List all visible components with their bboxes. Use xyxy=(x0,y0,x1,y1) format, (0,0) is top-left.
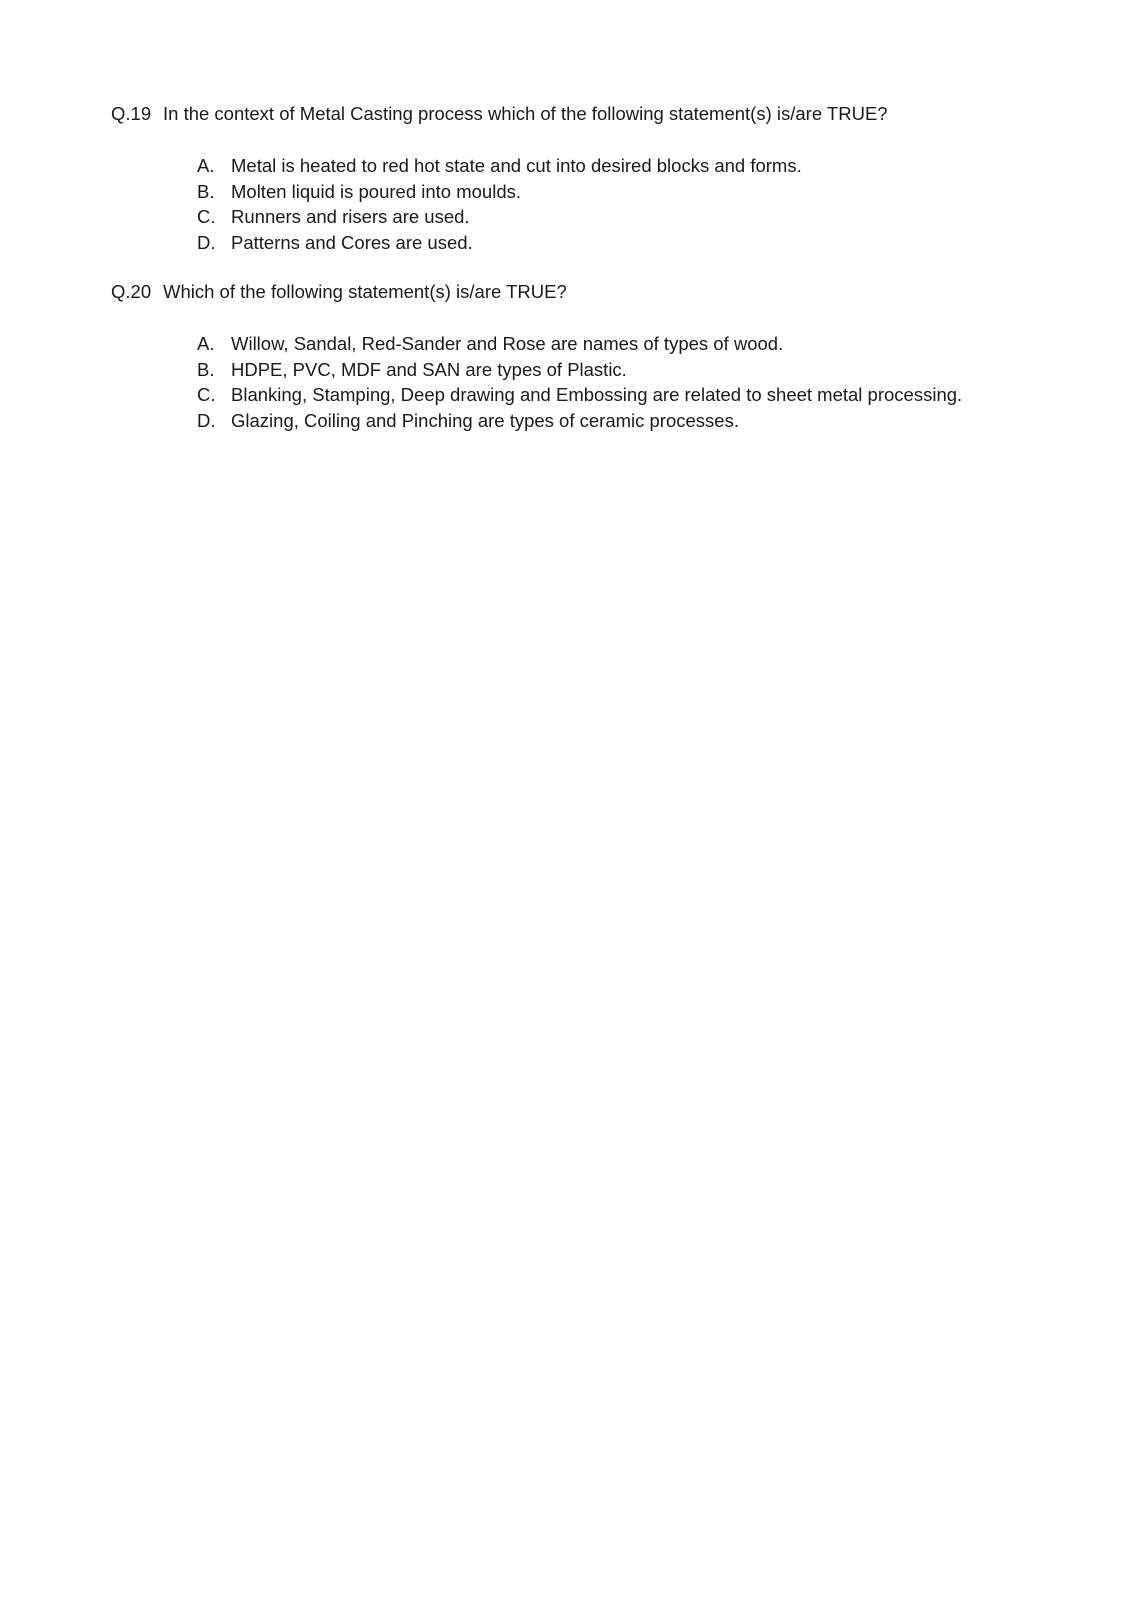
question-text: Which of the following statement(s) is/are TRUE? xyxy=(163,281,567,302)
option-list xyxy=(111,153,1071,255)
question-number: Q.19 xyxy=(111,103,152,124)
option-letter: A. xyxy=(197,155,215,176)
option-letter: B. xyxy=(197,180,215,202)
option-letter: C. xyxy=(197,384,216,405)
option-d xyxy=(197,408,1071,434)
option-text: HDPE, PVC, MDF and SAN are types of Plastic. xyxy=(231,358,627,380)
question-number: Q.20 xyxy=(111,281,152,302)
option-letter: D. xyxy=(197,231,216,253)
question-stem xyxy=(111,281,1071,303)
option-text: Molten liquid is poured into moulds. xyxy=(231,180,521,202)
option-text: Runners and risers are used. xyxy=(231,206,470,227)
question-19 xyxy=(111,103,1071,255)
question-text: In the context of Metal Casting process which of the following statement(s) is/are TRUE? xyxy=(163,103,888,124)
option-letter: A. xyxy=(197,333,215,354)
option-c xyxy=(197,204,1071,230)
option-text: Patterns and Cores are used. xyxy=(231,231,473,253)
option-text: Metal is heated to red hot state and cut into desired blocks and forms. xyxy=(231,155,802,176)
option-a xyxy=(197,153,1071,179)
option-c xyxy=(197,382,1071,408)
question-20 xyxy=(111,281,1071,433)
question-stem xyxy=(111,103,1071,125)
option-d xyxy=(197,230,1071,256)
option-text: Blanking, Stamping, Deep drawing and Embossing are related to sheet metal processing. xyxy=(231,384,963,405)
option-letter: B. xyxy=(197,358,215,380)
option-letter: C. xyxy=(197,206,216,227)
option-text: Glazing, Coiling and Pinching are types of ceramic processes. xyxy=(231,409,739,431)
option-list xyxy=(111,331,1071,433)
option-a xyxy=(197,331,1071,357)
option-b xyxy=(197,357,1071,383)
option-text: Willow, Sandal, Red-Sander and Rose are names of types of wood. xyxy=(231,333,784,354)
option-b xyxy=(197,179,1071,205)
option-letter: D. xyxy=(197,409,216,431)
